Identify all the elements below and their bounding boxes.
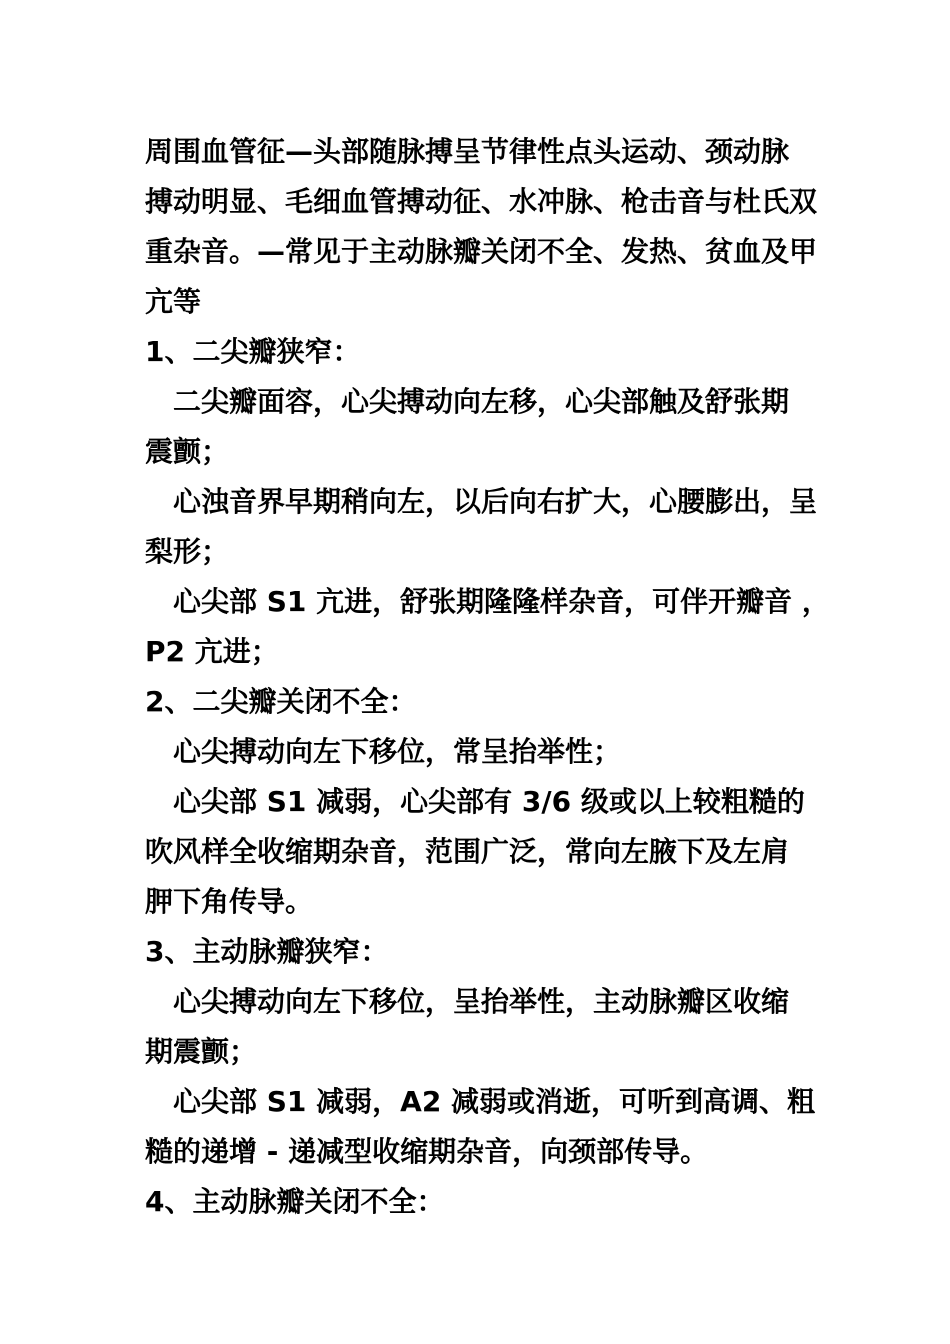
paragraph-line: 搏动明显、毛细血管搏动征、水冲脉、枪击音与杜氏双 xyxy=(145,185,818,218)
paragraph-line: 胛下角传导。 xyxy=(145,885,314,918)
paragraph-line: 心尖部 S1 减弱，A2 减弱或消逝，可听到高调、粗 xyxy=(173,1085,816,1118)
section-heading: 3、主动脉瓣狭窄： xyxy=(145,935,389,968)
section-heading: 1、二尖瓣狭窄： xyxy=(145,335,361,368)
paragraph-line: 心尖部 S1 亢进，舒张期隆隆样杂音，可伴开瓣音 ， xyxy=(173,585,830,618)
section-heading: 2、二尖瓣关闭不全： xyxy=(145,685,417,718)
document-body xyxy=(145,127,830,1227)
paragraph-line: 吹风样全收缩期杂音，范围广泛，常向左腋下及左肩 xyxy=(145,835,790,868)
paragraph-line: 亢等 xyxy=(145,285,202,318)
paragraph-line: P2 亢进； xyxy=(145,635,279,668)
paragraph-line: 心浊音界早期稍向左，以后向右扩大，心腰膨出，呈 xyxy=(173,485,818,518)
paragraph-line: 心尖搏动向左下移位，呈抬举性，主动脉瓣区收缩 xyxy=(173,985,790,1018)
paragraph-line: 糙的递增 - 递减型收缩期杂音，向颈部传导。 xyxy=(145,1135,709,1168)
section-heading: 4、主动脉瓣关闭不全： xyxy=(145,1185,445,1218)
paragraph-line: 重杂音。—常见于主动脉瓣关闭不全、发热、贫血及甲 xyxy=(145,235,818,268)
paragraph-line: 周围血管征—头部随脉搏呈节律性点头运动、颈动脉 xyxy=(145,135,790,168)
paragraph-line: 梨形； xyxy=(145,535,230,568)
paragraph-line: 心尖搏动向左下移位，常呈抬举性； xyxy=(173,735,622,768)
paragraph-line: 期震颤； xyxy=(145,1035,258,1068)
paragraph-line: 二尖瓣面容，心尖搏动向左移，心尖部触及舒张期 xyxy=(173,385,790,418)
paragraph-line: 心尖部 S1 减弱，心尖部有 3/6 级或以上较粗糙的 xyxy=(173,785,805,818)
paragraph-line: 震颤； xyxy=(145,435,230,468)
